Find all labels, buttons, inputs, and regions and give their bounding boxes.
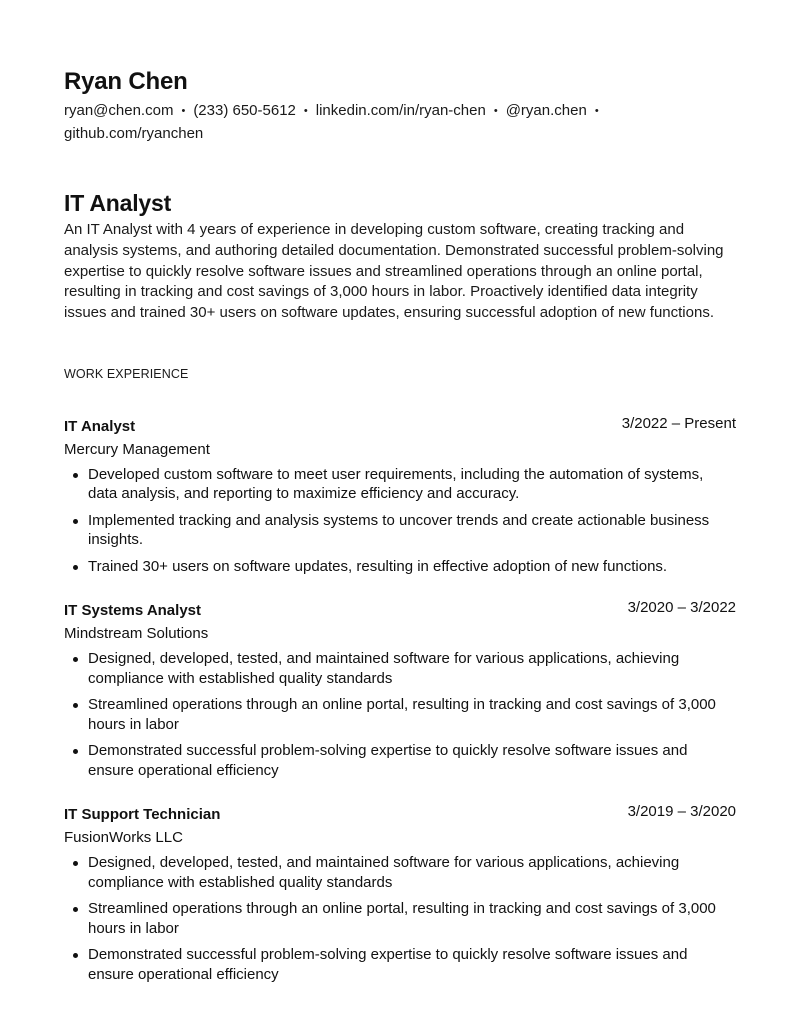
job-dates: 3/2019 – 3/2020 bbox=[627, 803, 736, 821]
contact-separator: • bbox=[594, 105, 599, 117]
job-bullet: Streamlined operations through an online portal, resulting in tracking and cost savings of 3,000 hours in labor bbox=[88, 899, 736, 938]
resume-page bbox=[64, 66, 736, 1008]
job-dates: 3/2020 – 3/2022 bbox=[627, 599, 736, 617]
job-bullet: Demonstrated successful problem-solving expertise to quickly resolve software issues and ensure operational efficiency bbox=[88, 945, 736, 984]
job-header bbox=[64, 600, 736, 622]
candidate-name: Ryan Chen bbox=[64, 68, 188, 95]
work-experience-heading: WORK EXPERIENCE bbox=[64, 366, 189, 381]
job-bullet: Designed, developed, tested, and maintained software for various applications, achieving compliance with established quality standards bbox=[88, 853, 736, 892]
job-bullet: Trained 30+ users on software updates, resulting in effective adoption of new functions. bbox=[88, 557, 736, 577]
email-link[interactable]: ryan@chen.com bbox=[64, 102, 174, 119]
linkedin-link[interactable]: linkedin.com/in/ryan-chen bbox=[315, 102, 486, 119]
job-bullets bbox=[64, 465, 736, 577]
job-title: IT Support Technician bbox=[64, 806, 221, 824]
job-bullet: Demonstrated successful problem-solving expertise to quickly resolve software issues and ensure operational efficiency bbox=[88, 741, 736, 780]
github-link[interactable]: github.com/ryanchen bbox=[64, 125, 204, 142]
contact-separator: • bbox=[303, 105, 308, 117]
job-bullet: Developed custom software to meet user requirements, including the automation of systems, data analysis, and reporting to maximize efficiency and accuracy. bbox=[88, 465, 736, 504]
contact-separator: • bbox=[493, 105, 498, 117]
job-bullet: Implemented tracking and analysis systems to uncover trends and create actionable business insights. bbox=[88, 511, 736, 550]
job-title: IT Analyst bbox=[64, 417, 136, 435]
social-handle[interactable]: @ryan.chen bbox=[505, 102, 587, 119]
job-dates: 3/2022 – Present bbox=[621, 414, 736, 432]
job-header bbox=[64, 804, 736, 826]
company-name: FusionWorks LLC bbox=[64, 829, 183, 847]
company-name: Mercury Management bbox=[64, 440, 210, 458]
company-name: Mindstream Solutions bbox=[64, 625, 209, 643]
profile-title: IT Analyst bbox=[64, 190, 172, 216]
profile-summary: An IT Analyst with 4 years of experience in developing custom software, creating tracking and analysis systems, and authoring detailed documentation. Demonstrated successful problem-solving expertise to quickly resolve software issues and streamlined operations through an online portal, resulting in tracking and cost savings of 3,000 hours in labor. Proactively identified data integrity issues and trained 30+ users on software updates, ensuring successful adoption of new functions. bbox=[64, 221, 724, 322]
contact-separator: • bbox=[181, 105, 186, 117]
job-bullets bbox=[64, 649, 736, 780]
job-entry bbox=[64, 600, 736, 780]
contact-line bbox=[64, 100, 736, 144]
job-header bbox=[64, 416, 736, 438]
work-experience-list bbox=[64, 416, 736, 985]
phone-number[interactable]: (233) 650-5612 bbox=[193, 102, 296, 119]
job-title: IT Systems Analyst bbox=[64, 602, 201, 620]
job-entry bbox=[64, 416, 736, 577]
job-entry bbox=[64, 804, 736, 984]
job-bullet: Streamlined operations through an online portal, resulting in tracking and cost savings of 3,000 hours in labor bbox=[88, 695, 736, 734]
job-bullet: Designed, developed, tested, and maintained software for various applications, achieving compliance with established quality standards bbox=[88, 649, 736, 688]
job-bullets bbox=[64, 853, 736, 984]
